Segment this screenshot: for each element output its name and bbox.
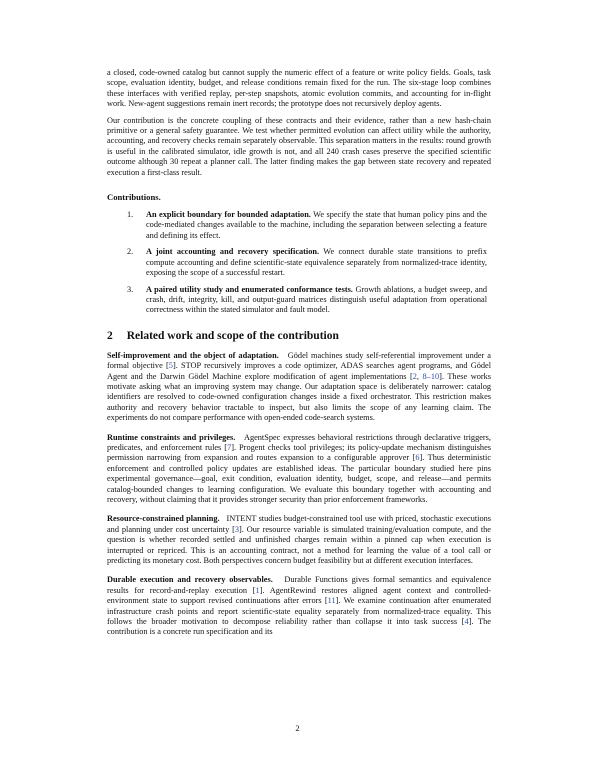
paragraph-title: Resource-constrained planning. xyxy=(107,514,220,524)
related-runtime xyxy=(107,433,491,506)
paragraph-text: Gödel machines study self-referential improvement under a formal objective [ xyxy=(107,350,491,371)
contribution-item xyxy=(107,247,491,278)
citation-link[interactable]: 7 xyxy=(227,442,232,452)
contribution-item xyxy=(107,285,491,316)
citation-link[interactable]: 1 xyxy=(255,585,260,595)
paragraph-text: ]. These works motivate asking what an improving system may change. Our adaptation space is deliberately narrower: catalog identifiers are resolved to code-owned configuration changes inside a fixed orchestrator. This restriction makes authority and recovery behavior tractable to inspect, but also limits the scope of any learning claim. The experiments do not compare performance with open-ended code-search systems. xyxy=(107,371,491,423)
contribution-item xyxy=(107,210,491,241)
section-heading xyxy=(107,330,491,342)
citation-separator: , xyxy=(416,371,423,381)
paragraph-title: Durable execution and recovery observables. xyxy=(107,575,273,585)
paragraph-text: AgentSpec expresses behavioral restrictions through declarative triggers, predicates, and enforcement rules [ xyxy=(107,432,491,452)
related-durable xyxy=(107,575,491,637)
citation-link[interactable]: 11 xyxy=(327,596,336,606)
paragraph-text: ]. Progent checks tool privileges; its policy-update mechanism distinguishes permission narrowing from expansion and routes expansion to a configurable approver [ xyxy=(107,442,491,463)
paragraph-title: Runtime constraints and privileges. xyxy=(107,432,236,442)
contribution-title: An explicit boundary for bounded adaptation. xyxy=(146,210,311,220)
contribution-text: We connect durable state transitions to prefix compute accounting and define scientific-state equivalence separately from normalized-trace identity, exposing the scope of a successful restart. xyxy=(146,247,488,278)
section-number: 2 xyxy=(107,329,113,342)
paragraph-text: ]. AgentRewind restores aligned agent context and controlled-environment state to support revised continuations after errors [ xyxy=(107,585,491,606)
paragraph-text: ]. We examine continuation after enumerated infrastructure crash points and report scientific-state equality separately from normalized-trace equality. This follows the broader motivation to decompose reliability rather than collapse it into task success [ xyxy=(107,596,491,627)
intro-paragraph-2: Our contribution is the concrete coupling of these contracts and their evidence, rather than a new hash-chain primitive or a general safety guarantee. We test whether permitted evolution can affect utility while the authority, accounting, and recovery checks remain separately observable. This separation matters in the results: round growth is useful in the calibrated simulator, idle growth is not, and all 240 crash cases preserve the specified scientific outcome although 30 repeat a planner call. The latter finding makes the gap between state recovery and repeated execution a first-class result. xyxy=(107,115,491,177)
paragraph-text: ]. Our resource variable is simulated training/evaluation compute, and the question is whether recorded settled and unfinished charges remain within a pinned cap when execution is interrupted or repriced. This is an accounting contract, not a method for learning the value of a tool call or predicting its monetary cost. Both perspectives concern budget feasibility but at different execution interfaces. xyxy=(107,524,491,566)
citation-link[interactable]: 3 xyxy=(234,524,240,534)
contribution-text: Growth ablations, a budget sweep, and crash, drift, integrity, kill, and output-guard matrices distinguish useful adaptation from operational correctness within the stated simulator and fault model. xyxy=(146,284,487,315)
text-column xyxy=(107,68,491,644)
paragraph-text: ]. Thus deterministic enforcement and controlled policy updates are established ideas. The particular boundary studied here pins experimental governance—goal, exit condition, evaluation identity, budget, scope, and release—and permits catalog-bounded changes to learning configuration. We evaluate this boundary together with accounting and recovery, without claiming that it provides stronger security than prior enforcement frameworks. xyxy=(107,453,491,504)
citation-link[interactable]: 4 xyxy=(464,617,469,627)
paragraph-text: INTENT studies budget-constrained tool use with priced, stochastic executions and planning under cost uncertainty [ xyxy=(107,514,492,534)
intro-paragraph-1: a closed, code-owned catalog but cannot supply the numeric effect of a feature or write policy fields. Goals, task scope, evaluation identity, budget, and release conditions remain fixed for the run. The six-stage loop combines these interfaces with verified replay, per-step snapshots, atomic evolution commits, and accounting for in-flight work. New-agent suggestions remain inert records; the prototype does not recursively deploy agents. xyxy=(107,68,491,109)
contribution-number: 3. xyxy=(127,284,134,294)
paragraph-text: ]. STOP recursively improves a code optimizer, ADAS searches agent programs, and Gödel Agent and the Darwin Gödel Machine explore modification of agent implementations [ xyxy=(107,361,491,381)
page-number: 2 xyxy=(295,723,300,733)
contributions-heading: Contributions. xyxy=(107,192,161,203)
contribution-number: 2. xyxy=(127,247,134,257)
related-self-improvement xyxy=(107,351,491,424)
paragraph-title: Self-improvement and the object of adaptation. xyxy=(107,350,279,360)
contribution-title: A joint accounting and recovery specification. xyxy=(146,247,320,257)
section-title: Related work and scope of the contribution xyxy=(126,329,339,342)
paragraph-text: ]. The contribution is a concrete run specification and its xyxy=(107,617,491,637)
contribution-text: We specify the state that human policy pins and the code-mediated changes available to the machine, including the separation between selecting a feature and defining its effect. xyxy=(146,210,487,240)
contribution-number: 1. xyxy=(127,210,134,220)
citation-link[interactable]: 5 xyxy=(168,361,173,371)
citation-link[interactable]: 6 xyxy=(415,453,420,463)
citation-link[interactable]: 2 xyxy=(412,371,417,381)
contributions-list xyxy=(107,210,491,316)
contribution-title: A paired utility study and enumerated conformance tests. xyxy=(146,284,353,294)
related-resource xyxy=(107,514,491,566)
paragraph-text: Durable Functions gives formal semantics and equivalence results for record-and-replay execution [ xyxy=(107,575,491,595)
citation-link[interactable]: 8–10 xyxy=(422,371,440,381)
